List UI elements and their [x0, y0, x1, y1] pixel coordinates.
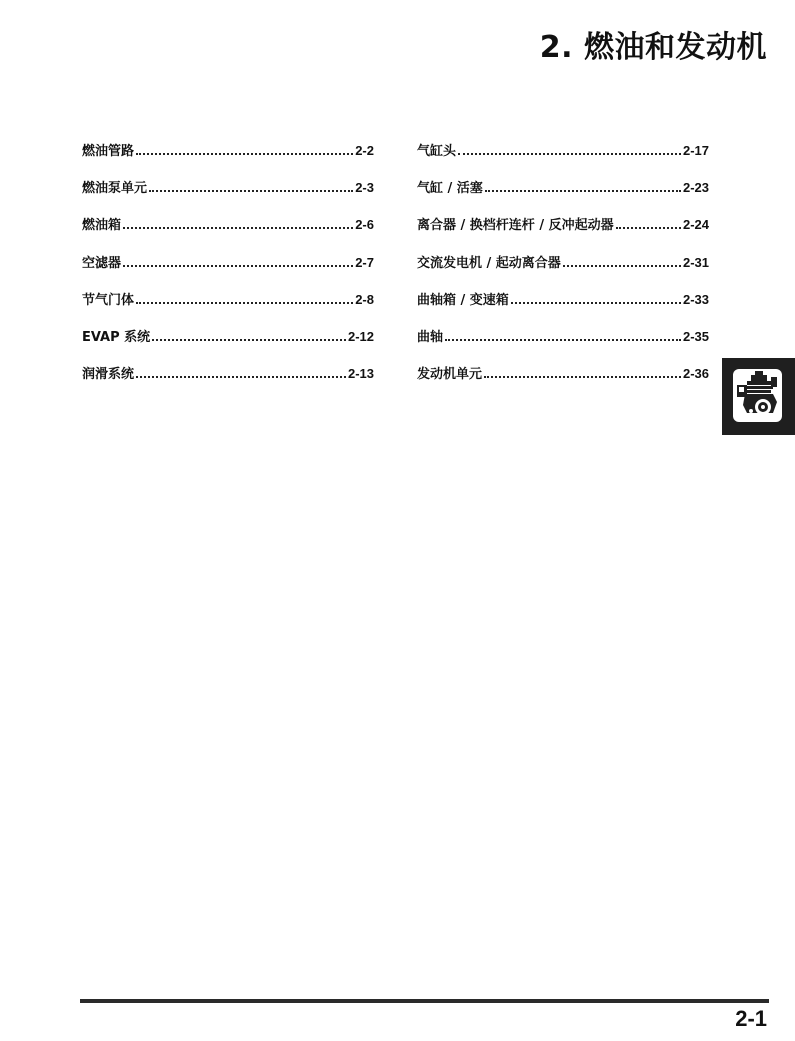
toc-entry[interactable]: [417, 289, 709, 326]
dot-leader: [152, 338, 346, 341]
footer-rule: [80, 999, 769, 1003]
engine-icon: [733, 369, 782, 422]
dot-leader: [563, 264, 681, 267]
toc-entry[interactable]: [417, 326, 709, 363]
toc-entry-label: 燃油管路: [82, 144, 135, 159]
toc-entry[interactable]: [82, 214, 374, 251]
toc-entry-label: 气缸头: [417, 144, 457, 159]
toc-entry[interactable]: [417, 363, 709, 400]
dot-leader: [485, 189, 681, 192]
toc-entry-page: 2-2: [355, 143, 374, 158]
toc-entry-label: 空滤器: [82, 255, 122, 271]
toc-entry-page: 2-35: [682, 328, 709, 344]
toc-column-left: [82, 140, 374, 400]
toc-entry-page: 2-24: [682, 217, 709, 233]
dot-leader: [136, 301, 353, 304]
toc-entry-label: 交流发电机 / 起动离合器: [417, 255, 561, 271]
toc-entry-label: 曲轴: [417, 329, 444, 345]
toc-entry[interactable]: [417, 140, 709, 177]
toc-entry-page: 2-3: [355, 180, 374, 196]
toc-entry[interactable]: [417, 252, 709, 289]
toc-entry-page: 2-7: [355, 254, 374, 270]
toc-entry-page: 2-23: [682, 180, 709, 196]
dot-leader: [445, 338, 681, 341]
toc-entry-label: 离合器 / 换档杆连杆 / 反冲起动器: [417, 218, 614, 234]
dot-leader: [149, 189, 353, 192]
toc-column-right: [417, 140, 709, 400]
dot-leader: [458, 152, 681, 155]
dot-leader: [136, 375, 346, 378]
toc-entry-label: 燃油箱: [82, 218, 122, 234]
toc-entry[interactable]: [82, 289, 374, 326]
chapter-title: 2. 燃油和发动机: [539, 30, 767, 65]
toc-entry-label: 发动机单元: [417, 367, 483, 383]
dot-leader: [136, 152, 353, 155]
toc-entry[interactable]: [417, 214, 709, 251]
toc-entry[interactable]: [82, 140, 374, 177]
toc-entry-label: 气缸 / 活塞: [417, 181, 483, 197]
toc-entry-page: 2-33: [682, 291, 709, 307]
toc-entry[interactable]: [82, 326, 374, 363]
toc-entry-page: 2-13: [347, 366, 374, 382]
toc-entry-page: 2-17: [682, 143, 709, 158]
toc-entry[interactable]: [82, 177, 374, 214]
page-number: 2-1: [735, 1006, 767, 1031]
toc-entry-label: 节气门体: [82, 292, 135, 308]
toc-entry-page: 2-12: [347, 328, 374, 344]
dot-leader: [616, 226, 681, 229]
dot-leader: [123, 226, 353, 229]
toc-entry-page: 2-6: [355, 217, 374, 233]
toc-entry[interactable]: [82, 252, 374, 289]
toc-entry-page: 2-36: [682, 366, 709, 382]
toc-entry-page: 2-8: [355, 291, 374, 307]
toc-entry[interactable]: [417, 177, 709, 214]
dot-leader: [484, 375, 681, 378]
dot-leader: [123, 264, 353, 267]
toc-entry-label: EVAP 系统: [82, 329, 151, 345]
toc-entry-label: 润滑系统: [82, 367, 135, 383]
toc-entry-label: 曲轴箱 / 变速箱: [417, 292, 509, 308]
toc-entry-page: 2-31: [682, 254, 709, 270]
toc-entry[interactable]: [82, 363, 374, 400]
dot-leader: [511, 301, 681, 304]
chapter-side-tab[interactable]: [722, 358, 795, 435]
toc-entry-label: 燃油泵单元: [82, 181, 148, 197]
